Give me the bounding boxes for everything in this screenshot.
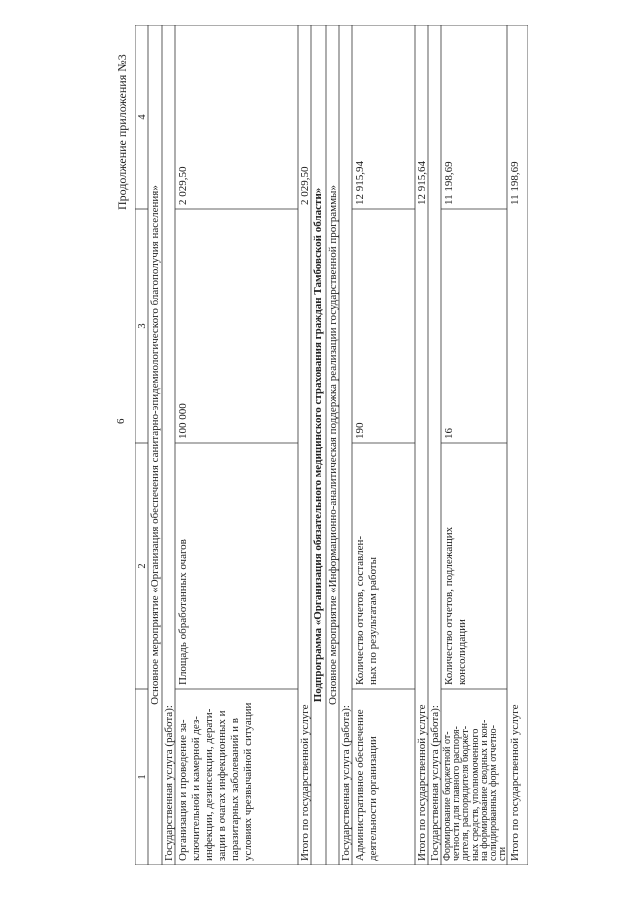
subprogram-title: Подпрограмма «Организация обязательного медицинского страхования граждан Тамбовской области» [312,187,324,703]
total-label: Итого по государственной услуге [299,704,311,861]
service-amount: 11 198,69 [443,161,455,205]
service-indicator: Количество отчетов, подлежащих консолидации [443,526,468,685]
service-name: Формирование бюджетной от- четности для главного распоря- дителя, распорядителя бюджет- ных средств, уполномоченного на формирование сводных и кон- солидированных форм отчетно- сти [442,719,509,861]
event-title: Основное мероприятие «Информационно-аналитическая поддержка реализации государственной программы» [327,185,339,705]
service-volume: 16 [443,428,455,439]
total-amount: 12 915,64 [416,161,428,205]
header-col-2: 2 [137,563,148,569]
total-amount: 11 198,69 [509,161,521,205]
service-name: Организация и проведение за- ключительной и камерной дез- инфекции, дезинсекции, дерати- зации в очагах инфекционных и паразитарных заболеваний и в условиях чрезвычайной ситуации [177,702,254,861]
service-amount: 12 915,94 [354,161,366,205]
continuation-note: Продолжение приложения №3 [115,54,129,210]
header-col-4: 4 [137,114,148,120]
event-title: Основное мероприятие «Организация обеспечения санитарно-эпидемиологического благополучия населения» [149,185,161,705]
total-label: Итого по государственной услуге [416,704,428,861]
header-col-3: 3 [137,323,148,329]
service-amount: 2 029,50 [177,166,189,205]
service-label: Государственная услуга (работа): [429,705,441,861]
service-volume: 100 000 [177,403,189,439]
service-label: Государственная услуга (работа): [163,705,175,861]
total-amount: 2 029,50 [299,166,311,205]
data-table [135,25,528,865]
service-indicator: Количество отчетов, составлен- ных по результатам работы [354,535,379,685]
header-col-1: 1 [137,774,148,780]
service-indicator: Площадь обработанных очагов [177,539,189,685]
service-label: Государственная услуга (работа): [340,705,352,861]
total-label: Итого по государственной услуге [509,704,521,861]
service-name: Административное обеспечение деятельности организации [354,709,379,861]
page-number: 6 [115,418,127,424]
service-volume: 190 [354,422,366,439]
